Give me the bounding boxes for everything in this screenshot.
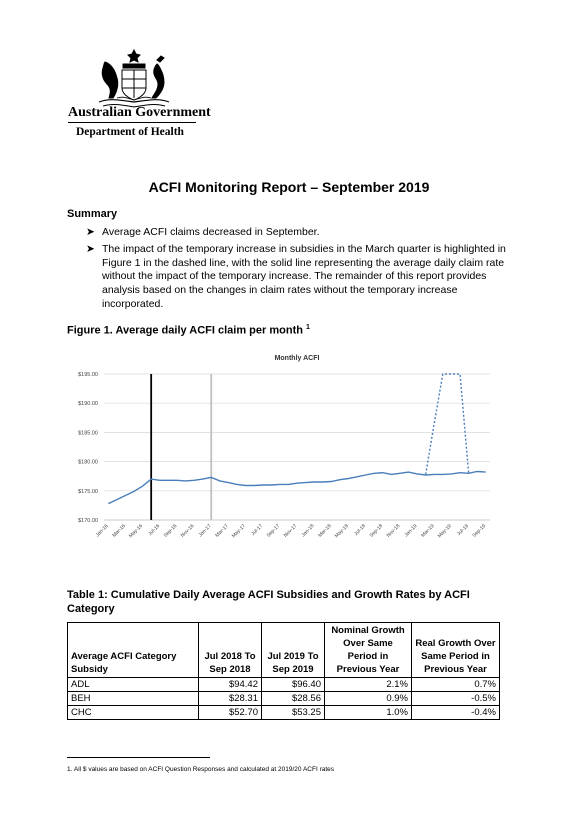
summary-heading: Summary: [67, 208, 118, 220]
x-tick-label: May-17: [230, 523, 247, 540]
y-tick-label: $185.00: [78, 430, 98, 437]
value-cell: -0.4%: [412, 706, 500, 720]
x-tick-label: Jul-16: [147, 523, 162, 538]
value-cell: $28.31: [199, 692, 262, 706]
table-title: Table 1: Cumulative Daily Average ACFI Subsidies and Growth Rates by ACFI Category: [67, 589, 470, 615]
summary-bullet: [86, 243, 516, 312]
table-header-row: [68, 623, 500, 678]
acfi-line-chart: [62, 348, 502, 548]
x-tick-label: Sep-16: [162, 523, 179, 539]
column-header: Nominal Growth Over Same Period in Previous Year: [325, 623, 412, 678]
coat-of-arms-logo: [95, 48, 173, 110]
x-tick-label: Jul-19: [456, 523, 470, 538]
arrow-bullet-icon: ➤: [86, 242, 95, 255]
y-tick-label: $175.00: [78, 488, 98, 495]
footnote-divider: [67, 757, 210, 758]
footnote-ref: 1: [306, 324, 310, 331]
x-tick-label: Mar-17: [214, 523, 230, 539]
value-cell: $94.42: [199, 678, 262, 692]
figure-title-text: Figure 1. Average daily ACFI claim per month: [67, 324, 303, 337]
solid-series-line: [108, 472, 485, 504]
column-header: Jul 2018 To Sep 2018: [199, 623, 262, 678]
government-name: Australian Government: [68, 105, 211, 120]
x-tick-label: Nov-17: [282, 523, 299, 539]
acfi-subsidy-table: [67, 622, 500, 720]
chart-title: Monthly ACFI: [274, 355, 320, 362]
arrow-bullet-icon: ➤: [86, 226, 95, 238]
figure-title: [67, 324, 310, 337]
y-tick-label: $170.00: [78, 518, 98, 524]
category-cell: CHC: [68, 706, 199, 720]
column-header: Real Growth Over Same Period in Previous Year: [412, 623, 500, 678]
table-row: [68, 692, 500, 706]
department-name: Department of Health: [76, 126, 184, 138]
x-tick-label: May-18: [333, 523, 350, 540]
table-row: [68, 706, 500, 720]
value-cell: $52.70: [199, 706, 262, 720]
summary-bullets: [86, 226, 516, 315]
value-cell: 0.9%: [325, 692, 412, 706]
x-tick-label: Mar-19: [420, 523, 436, 539]
x-tick-label: Jul-18: [353, 523, 368, 538]
y-tick-label: $195.00: [78, 372, 98, 378]
column-header: Average ACFI Category Subsidy: [68, 623, 199, 678]
column-header: Jul 2019 To Sep 2019: [262, 623, 325, 678]
table-row: [68, 678, 500, 692]
x-tick-label: May-16: [127, 523, 145, 540]
footnote-text: 1. All $ values are based on ACFI Question Responses and calculated at 2019/20 ACFI rates: [67, 766, 335, 773]
x-tick-label: Nov-16: [179, 523, 196, 539]
value-cell: $28.56: [262, 692, 325, 706]
x-tick-label: Jan-19: [403, 523, 419, 539]
summary-bullet-text: The impact of the temporary increase in subsidies in the March quarter is highlighted in Figure 1 in the dashed line, with the solid line representing the average daily claim rate without the impact of the temporary increase. The remainder of this report provides analysis based on the changes in claim rates without the temporary increase incorporated.: [102, 242, 506, 310]
x-tick-label: Jan-18: [300, 523, 316, 539]
x-tick-label: Mar-18: [317, 523, 333, 539]
report-title: ACFI Monitoring Report – September 2019: [148, 179, 430, 195]
x-tick-label: May-19: [436, 523, 453, 540]
x-tick-label: Sep-17: [265, 523, 282, 539]
x-tick-label: Mar-16: [111, 523, 127, 539]
x-tick-label: Sep-18: [368, 523, 385, 539]
x-tick-label: Jan-17: [197, 523, 213, 539]
value-cell: -0.5%: [412, 692, 500, 706]
header-divider: [68, 122, 196, 123]
value-cell: 2.1%: [325, 678, 412, 692]
x-tick-label: Nov-18: [385, 523, 402, 539]
value-cell: $96.40: [262, 678, 325, 692]
category-cell: BEH: [68, 692, 199, 706]
category-cell: ADL: [68, 678, 199, 692]
y-tick-label: $190.00: [78, 401, 98, 408]
y-tick-label: $180.00: [78, 459, 98, 466]
summary-bullet-text: Average ACFI claims decreased in September.: [102, 226, 320, 238]
summary-bullet: [86, 226, 516, 240]
x-tick-label: Jan-16: [94, 523, 110, 539]
value-cell: 1.0%: [325, 706, 412, 720]
x-tick-label: Sep-19: [471, 523, 488, 539]
value-cell: $53.25: [262, 706, 325, 720]
x-tick-label: Jul-17: [250, 523, 265, 538]
dashed-series-line: [426, 374, 469, 474]
value-cell: 0.7%: [412, 678, 500, 692]
